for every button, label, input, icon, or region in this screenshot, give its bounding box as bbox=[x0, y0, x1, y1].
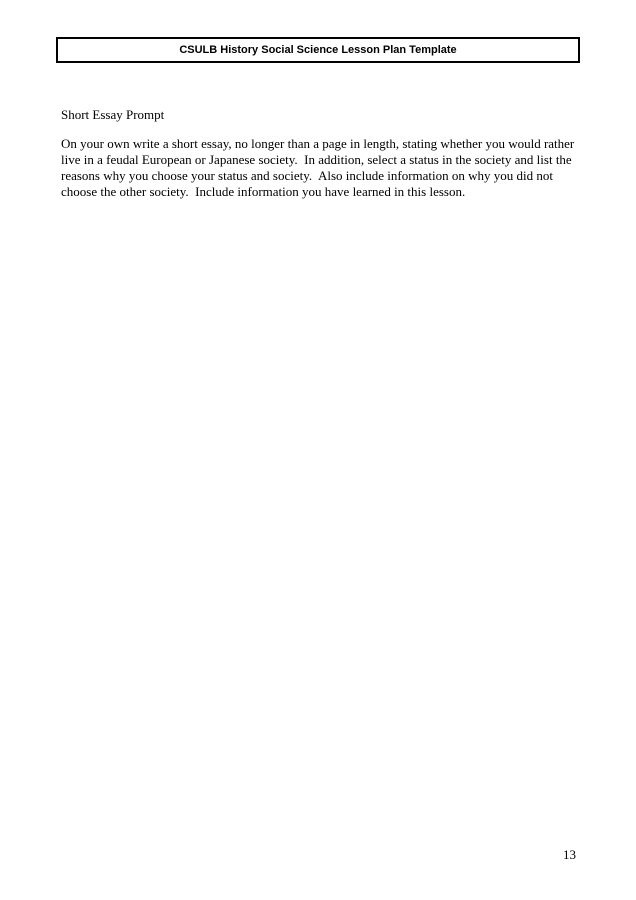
essay-prompt-line: live in a feudal European or Japanese society. In addition, select a status in the society and list the bbox=[61, 152, 572, 167]
section-heading: Short Essay Prompt bbox=[61, 107, 165, 122]
essay-prompt-line: choose the other society. Include information you have learned in this lesson. bbox=[61, 184, 466, 199]
header-title: CSULB History Social Science Lesson Plan Template bbox=[179, 44, 457, 56]
essay-prompt-line: reasons why you choose your status and society. Also include information on why you did not bbox=[61, 168, 554, 183]
essay-prompt-line: On your own write a short essay, no longer than a page in length, stating whether you would rather bbox=[61, 136, 575, 151]
header-box bbox=[56, 37, 580, 63]
essay-prompt-paragraph bbox=[61, 136, 573, 200]
page-number: 13 bbox=[563, 847, 576, 862]
